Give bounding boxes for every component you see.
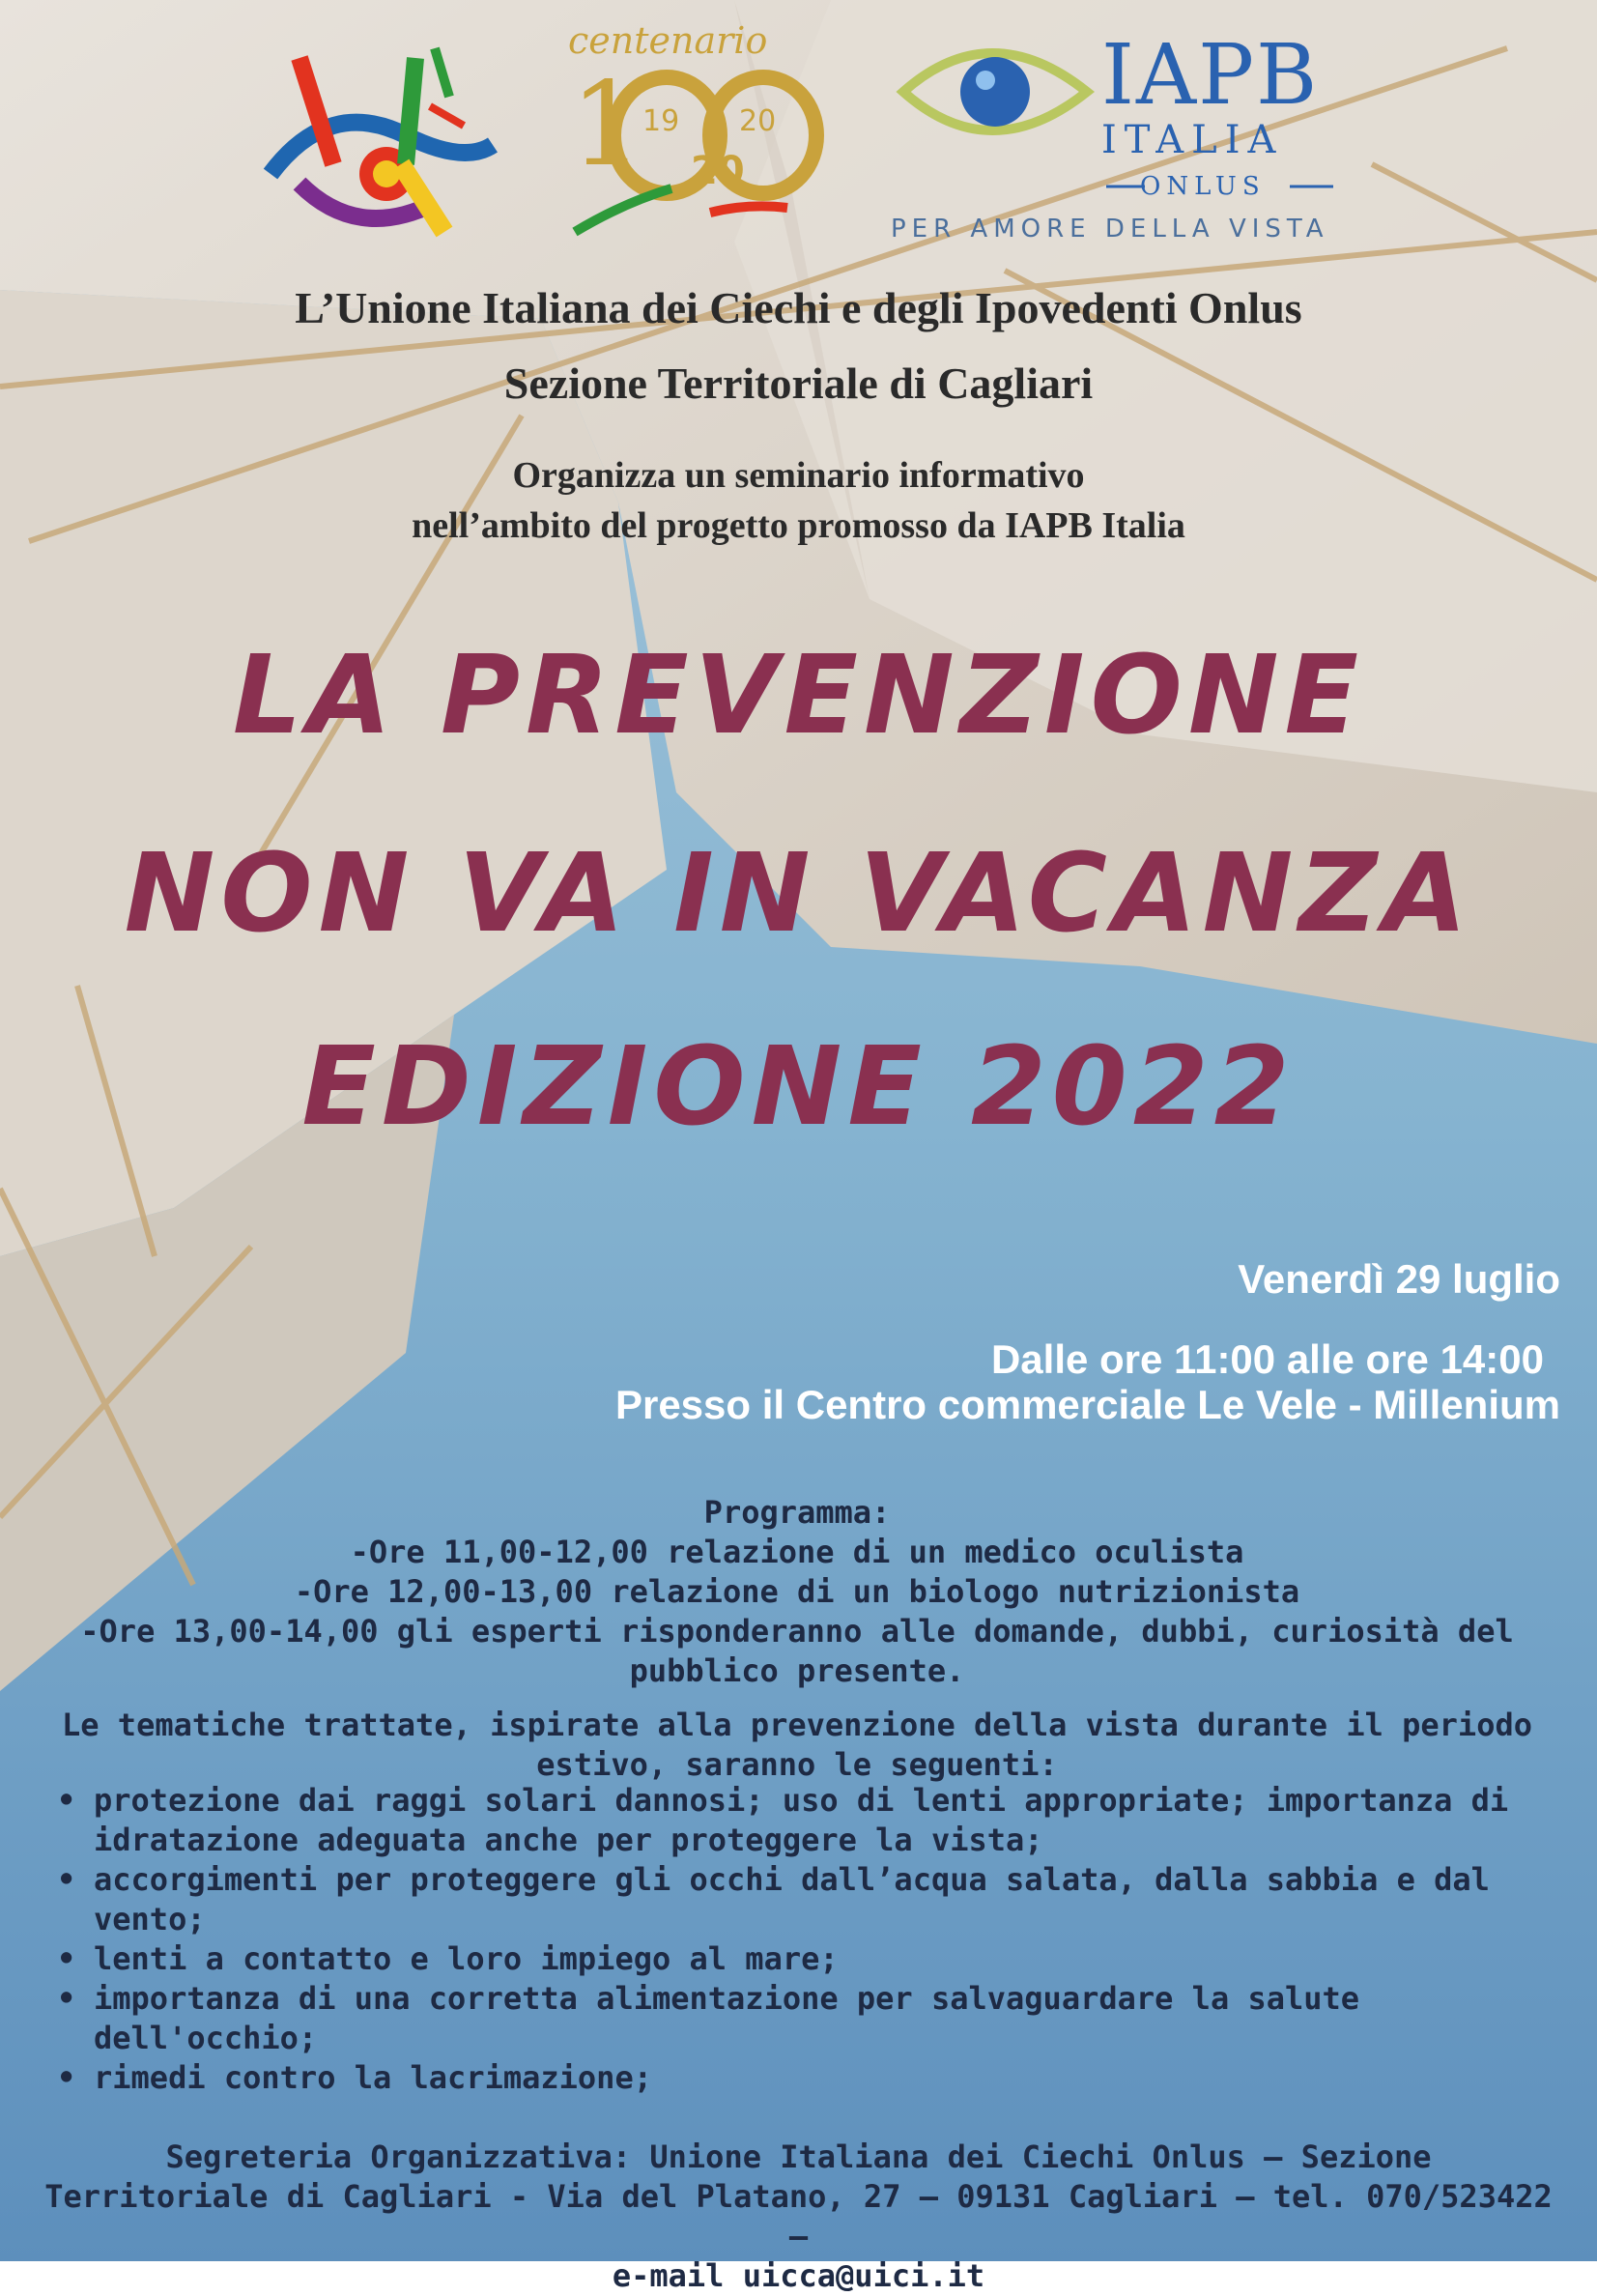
topic-text: lenti a contatto e loro impiego al mare; bbox=[94, 1940, 839, 1977]
list-item bbox=[53, 2058, 1546, 2098]
organization-name: L’Unione Italiana dei Ciechi e degli Ipovedenti Onlus bbox=[295, 283, 1302, 332]
centenario-script-text: centenario bbox=[568, 19, 768, 62]
organization-section: Sezione Territoriale di Cagliari bbox=[503, 359, 1094, 408]
program-heading: Programma: bbox=[703, 1494, 891, 1531]
bullet: • bbox=[57, 1782, 76, 1819]
footer-line-1: Segreteria Organizzativa: Unione Italiana dei Ciechi Onlus – Sezione bbox=[165, 2138, 1432, 2175]
intro-line-2: nell’ambito del progetto promosso da IAPB Italia bbox=[412, 505, 1185, 546]
event-date: Venerdì 29 luglio bbox=[1238, 1256, 1560, 1302]
event-place: Presso il Centro commerciale Le Vele - Millenium bbox=[614, 1382, 1560, 1427]
program-section bbox=[58, 1493, 1536, 1691]
program-item: -Ore 12,00-13,00 relazione di un biologo nutrizionista bbox=[294, 1573, 1300, 1610]
uic-logo bbox=[242, 39, 512, 261]
title-line-3: EDIZIONE 2022 bbox=[301, 1024, 1296, 1150]
bullet: • bbox=[57, 1940, 76, 1977]
list-item bbox=[53, 1939, 1546, 1979]
iapb-onlus: ONLUS bbox=[1140, 172, 1266, 201]
topic-text: protezione dai raggi solari dannosi; uso di lenti appropriate; importanza di idratazione adeguata anche per proteggere la vista; bbox=[94, 1782, 1509, 1858]
centenario-year-19: 19 bbox=[642, 104, 680, 138]
footer-line-2: Territoriale di Cagliari - Via del Platano, 27 – 09131 Cagliari – tel. 070/523422 – bbox=[44, 2178, 1553, 2254]
footer-contacts bbox=[29, 2138, 1568, 2296]
iapb-italia: ITALIA bbox=[1101, 118, 1284, 162]
event-time: Dalle ore 11:00 alle ore 14:00 bbox=[990, 1336, 1544, 1382]
footer-email: e-mail uicca@uici.it bbox=[612, 2257, 985, 2294]
title-line-2: NON VA IN VACANZA bbox=[124, 831, 1473, 957]
centenario-year-20b: 20 bbox=[691, 149, 745, 193]
program-item: -Ore 13,00-14,00 gli esperti risponderanno alle domande, dubbi, curiosità del pubblico presente. bbox=[80, 1613, 1514, 1689]
bullet: • bbox=[57, 2059, 76, 2096]
topics-list bbox=[53, 1781, 1546, 2098]
list-item bbox=[53, 1979, 1546, 2058]
bullet: • bbox=[57, 1980, 76, 2017]
svg-text:1: 1 bbox=[570, 58, 644, 192]
centenario-year-20a: 20 bbox=[739, 104, 777, 138]
intro-line-1: Organizza un seminario informativo bbox=[512, 455, 1085, 496]
bullet: • bbox=[57, 1861, 76, 1898]
title-line-1: LA PREVENZIONE bbox=[232, 633, 1365, 759]
list-item bbox=[53, 1781, 1546, 1860]
topic-text: accorgimenti per proteggere gli occhi dall’acqua salata, dalla sabbia e dal vento; bbox=[94, 1861, 1490, 1937]
iapb-tagline: PER AMORE DELLA VISTA bbox=[891, 215, 1329, 244]
list-item bbox=[53, 1860, 1546, 1939]
topics-intro: Le tematiche trattate, ispirate alla prevenzione della vista durante il periodo estivo, saranno le seguenti: bbox=[62, 1707, 1532, 1783]
iapb-title: IAPB bbox=[1101, 27, 1320, 124]
program-item: -Ore 11,00-12,00 relazione di un medico oculista bbox=[350, 1534, 1244, 1570]
topic-text: importanza di una corretta alimentazione per salvaguardare la salute dell'occhio; bbox=[94, 1980, 1360, 2056]
topic-text: rimedi contro la lacrimazione; bbox=[94, 2059, 652, 2096]
